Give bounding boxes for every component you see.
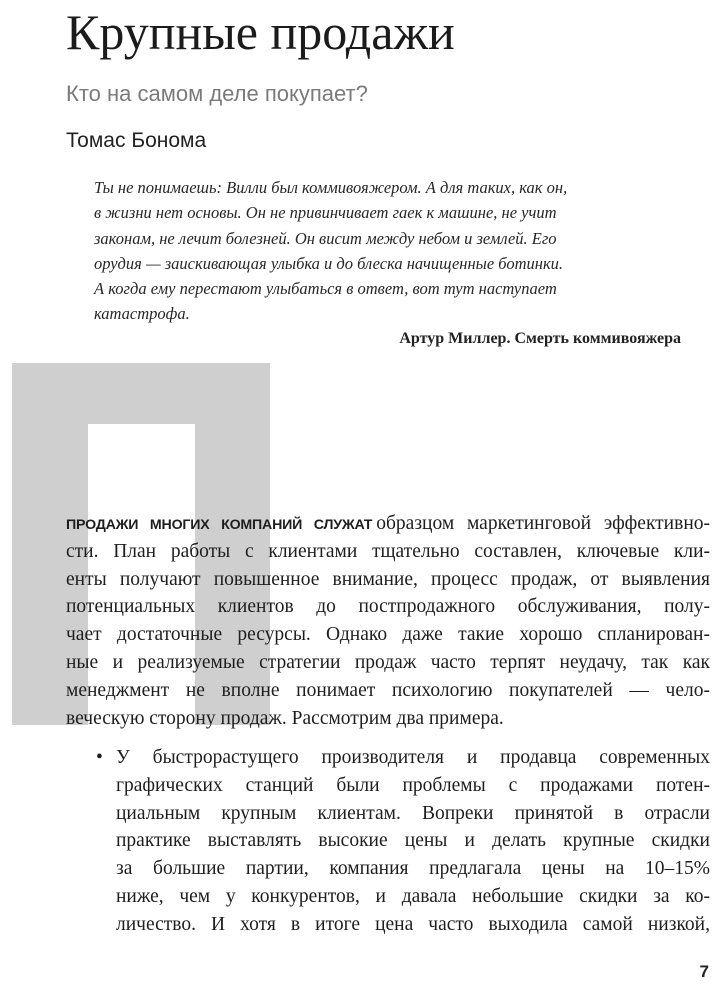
bullet-line: графических станций были проблемы с продажами потен- <box>116 774 710 796</box>
intro-paragraph <box>66 510 710 732</box>
epigraph-line: орудия — заискивающая улыбка и до блеска начищенные ботинки. <box>94 253 564 273</box>
paragraph-line: сти. План работы с клиентами тщательно составлен, ключевые кли- <box>66 540 710 562</box>
paragraph-line: менеджмент не вполне понимает психологию покупателей — чело- <box>66 679 710 701</box>
page-number: 7 <box>699 962 709 981</box>
chapter-subtitle: Кто на самом деле покупает? <box>66 81 368 106</box>
epigraph-line: А когда ему перестают улыбаться в ответ, вот тут наступает <box>94 279 557 299</box>
bullet-line: за большие партии, компания предлагала цены на 10–15% <box>116 858 710 880</box>
paragraph-line <box>66 510 710 538</box>
bullet-line: циальным крупным клиентам. Вопреки принятой в отрасли <box>116 802 710 824</box>
bullet-line: У быстрорастущего производителя и продавца современных <box>116 747 710 768</box>
epigraph <box>94 175 690 327</box>
bullet-line: личество. И хотя в итоге цена часто выходила самой низкой, <box>116 913 710 935</box>
paragraph-line: потенциальных клиентов до постпродажного обслуживания, полу- <box>66 596 710 618</box>
paragraph-line: енты получают повышенное внимание, процесс продаж, от выявления <box>66 568 710 590</box>
bullet-line: ниже, чем у конкурентов, и давала небольшие скидки за ко- <box>116 885 710 907</box>
chapter-title: Крупные продажи <box>66 4 455 60</box>
epigraph-line: законам, не лечит болезней. Он висит между небом и землей. Его <box>94 228 557 248</box>
epigraph-attribution: Артур Миллер. Смерть коммивояжера <box>399 330 681 347</box>
paragraph-line: чает достаточные ресурсы. Однако даже такие хорошо спланирован- <box>66 624 710 646</box>
chapter-author: Томас Бонома <box>66 129 207 152</box>
bullet-line: практике выставлять высокие цены и делать крупные скидки <box>116 830 710 852</box>
paragraph-line: ные и реализуемые стратегии продаж часто терпят неудачу, так как <box>66 651 710 673</box>
epigraph-line: катастрофа. <box>94 304 190 324</box>
bullet-marker: • <box>96 747 103 768</box>
epigraph-line: в жизни нет основы. Он не привинчивает гаек к машине, не учит <box>94 203 557 223</box>
paragraph-line: веческую сторону продаж. Рассмотрим два примера. <box>66 707 504 729</box>
epigraph-line: Ты не понимаешь: Вилли был коммивояжером. А для таких, как он, <box>94 178 568 197</box>
lead-in-text: ПРОДАЖИ МНОГИХ КОМПАНИЙ СЛУЖАТ <box>66 517 373 533</box>
bullet-item <box>116 744 710 939</box>
paragraph-line-text: образцом маркетинговой эффективно- <box>376 513 711 534</box>
